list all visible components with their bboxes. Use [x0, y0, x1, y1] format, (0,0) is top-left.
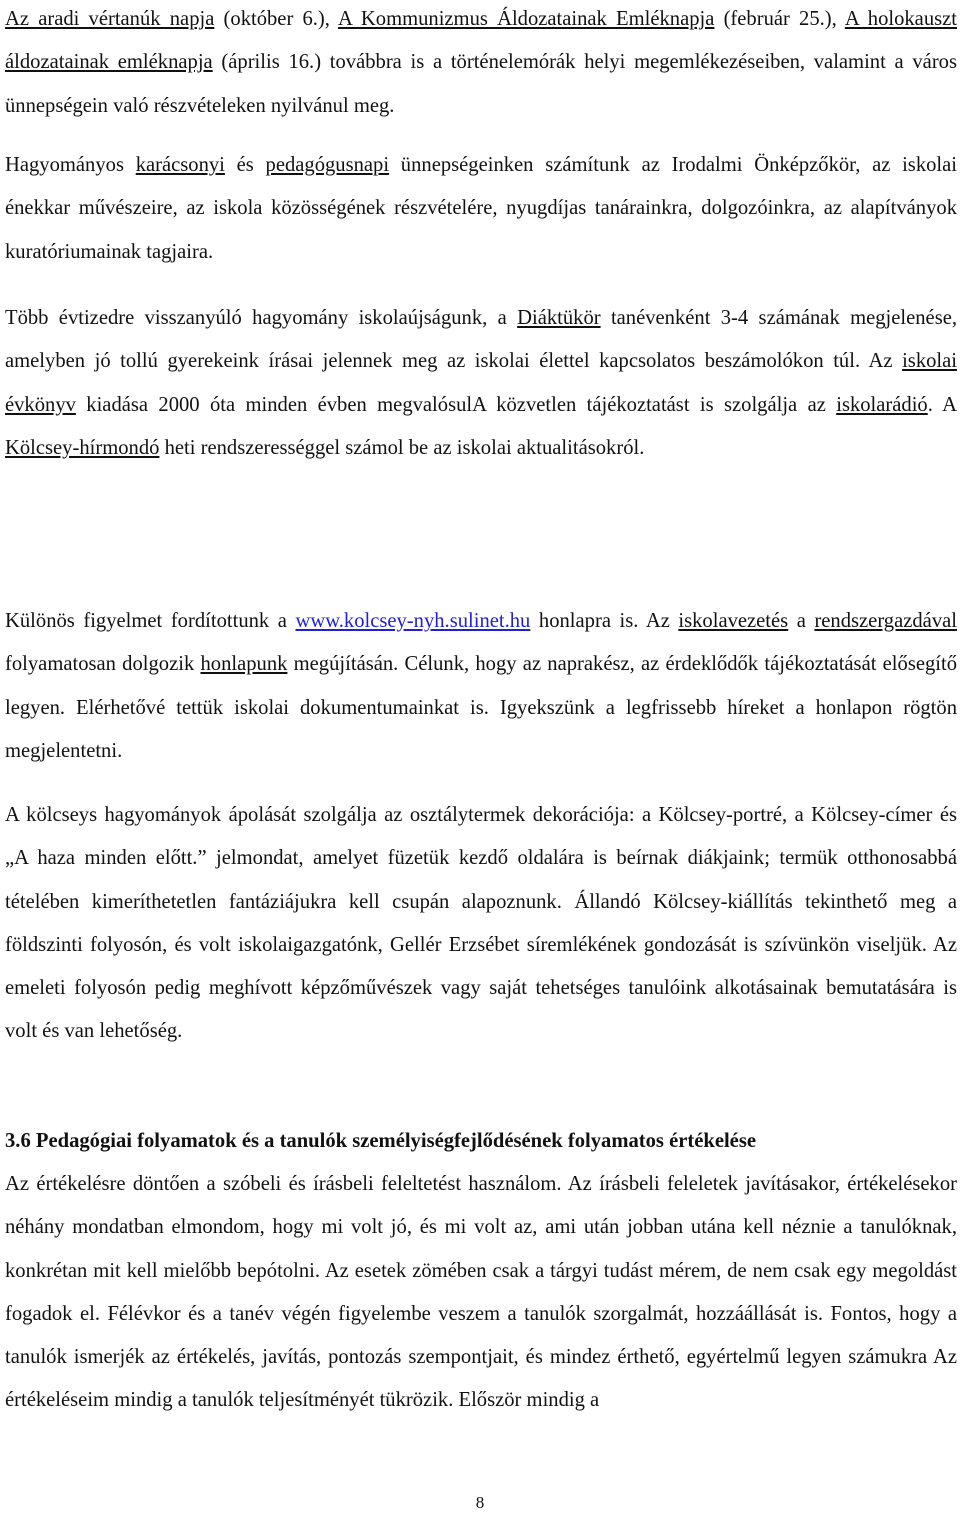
- text-segment: ünnepségeinken számítunk az Irodalmi Önképzőkör, az iskolai énekkar művészeire, az iskola közösségének részvételére, nyugdíjas tanárainkra, dolgozóinkra, az alapítványok kuratóriumainak tagjaira.: [5, 154, 957, 263]
- text-segment: (április 16.) továbbra is a történelemórák helyi megemlékezéseiben, valamint a város ünnepségein való részvételeken nyilvánul meg.: [5, 51, 957, 117]
- page-number: 8: [475, 1493, 485, 1512]
- text-segment: (február 25.),: [714, 8, 845, 30]
- text-segment: heti rendszerességgel számol be az iskolai aktualitásokról.: [159, 436, 645, 459]
- paragraph-evaluation: Az értékelésre döntően a szóbeli és írásbeli feleltetést használom. Az írásbeli feleletek javításakor, értékelésekor néhány mondatban elmondom, hogy mi volt jó, és mi volt az, ami után jobban utána kell néznie a tanulóknak, konkrétan mit kell mielőbb bepótolni. Az esetek zömében csak a tárgyi tudást mérem, de nem csak egy megoldást fogadok el. Félévkor és a tanév végén figyelembe veszem a tanulók szorgalmát, hozzáállását is. Fontos, hogy a tanulók ismerjék az értékelés, javítás, pontozás szempontjait, és mindez érthető, egyértelmű legyen számukra Az értékeléseim mindig a tanulók teljesítményét tükrözik. Először mindig a: [5, 1173, 957, 1412]
- link-pedagogusnapi[interactable]: pedagógusnapi: [265, 154, 390, 176]
- text-segment: a: [788, 610, 815, 632]
- paragraph-school-newspaper: [5, 297, 957, 470]
- text-segment: kiadása 2000 óta minden évben megvalósulA közvetlen tájékoztatást is szolgálja az: [75, 393, 837, 416]
- text-segment: tanévenként 3-4 számának megjelenése, amelyben jó tollú gyerekeink írásai jelennek meg az iskolai élettel kapcsolatos beszámolókon túl. Az: [5, 307, 957, 373]
- text-segment: (október 6.),: [214, 8, 338, 30]
- link-iskolai-evkonyv[interactable]: iskolai évkönyv: [5, 350, 957, 416]
- paragraph-celebrations: [5, 144, 957, 274]
- link-holokauszt-emleknap[interactable]: A holokauszt áldozatainak emléknapja: [5, 8, 957, 74]
- link-aradi-vertanuk[interactable]: Az aradi vértanúk napja: [5, 8, 215, 30]
- link-website-url[interactable]: www.kolcsey-nyh.sulinet.hu: [295, 610, 531, 632]
- link-iskolavezetes[interactable]: iskolavezetés: [678, 610, 789, 632]
- text-segment: Több évtizedre visszanyúló hagyomány iskolaújságunk, a: [5, 307, 518, 329]
- paragraph-traditions: A kölcseys hagyományok ápolását szolgálja az osztálytermek dekorációja: a Kölcsey-portré, a Kölcsey-címer és „A haza minden előtt.” jelmondat, amelyet füzetük kezdő oldalára is beírnak diákjaink; termük otthonosabbá tételében kimeríthetetlen fantáziájukra kell csupán alapoznunk. Állandó Kölcsey-kiállítás tekinthető meg a földszinti folyosón, és volt iskolaigazgatónk, Gellér Erzsébet síremlékének gondozását is szívünkön viseljük. Az emeleti folyosón pedig meghívott képzőművészek vagy saját tehetséges tanulóink alkotásainak bemutatására is volt és van lehetőség.: [5, 804, 957, 1043]
- link-karacsonyi[interactable]: karácsonyi: [135, 154, 225, 176]
- text-segment: folyamatosan dolgozik: [5, 653, 201, 676]
- text-segment: és: [224, 154, 266, 176]
- text-segment: . A: [927, 393, 957, 416]
- link-kommunizmus-aldozatai[interactable]: A Kommunizmus Áldozatainak Emléknapja: [337, 8, 715, 30]
- text-segment: megújításán. Célunk, hogy az naprakész, az érdeklődők tájékoztatását elősegítő legyen. Elérhetővé tettük iskolai dokumentumainkat is. Igyekszünk a legfrissebb híreket a honlapon rögtön megjelentetni.: [5, 653, 958, 762]
- paragraph-commemorations: [5, 0, 957, 128]
- section-heading: 3.6 Pedagógiai folyamatok és a tanulók személyiségfejlődésének folyamatos értékelése: [5, 1130, 756, 1152]
- link-kolcsey-hirmondo[interactable]: Kölcsey-hírmondó: [5, 436, 160, 459]
- text-segment: Hagyományos: [5, 154, 136, 176]
- text-segment: honlapra is. Az: [530, 610, 679, 632]
- link-iskolaradio[interactable]: iskolarádió: [836, 393, 928, 416]
- text-segment: Különös figyelmet fordítottunk a: [5, 610, 296, 632]
- link-diaktukor[interactable]: Diáktükör: [517, 307, 601, 329]
- paragraph-website: [5, 600, 957, 773]
- link-rendszergazda[interactable]: rendszergazdával: [814, 610, 957, 632]
- link-honlapunk[interactable]: honlapunk: [200, 653, 288, 676]
